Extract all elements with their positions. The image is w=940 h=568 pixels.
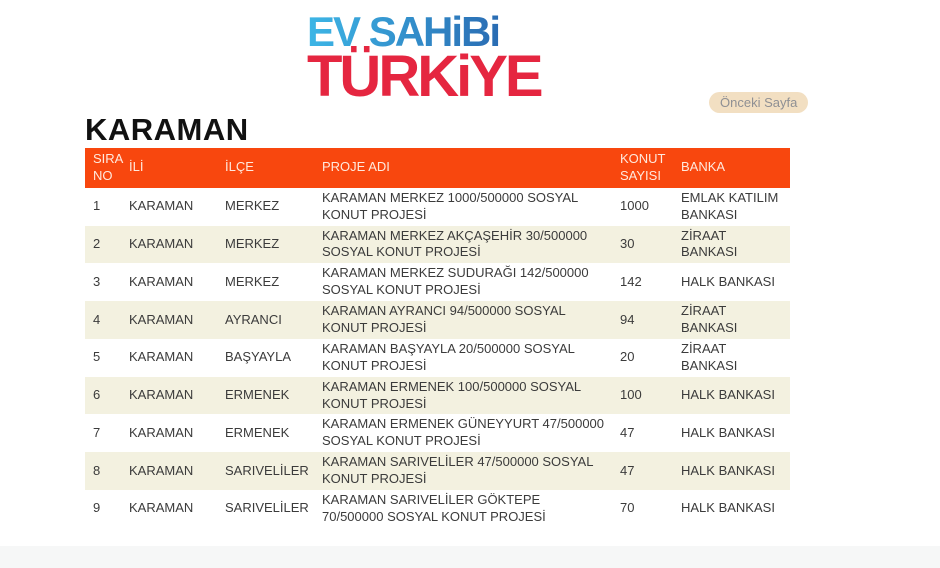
table-row: [85, 188, 790, 226]
table-row: [85, 377, 790, 415]
table-cell: 8: [93, 462, 101, 478]
table-cell: KARAMAN SARIVELİLER 47/500000 SOSYAL KONUT PROJESİ: [322, 454, 593, 487]
table-cell: KARAMAN: [129, 500, 194, 516]
table-cell: KARAMAN: [129, 462, 194, 478]
table-cell: KARAMAN: [129, 311, 194, 327]
table-cell: 5: [93, 349, 101, 365]
table-cell: KARAMAN MERKEZ SUDURAĞI 142/500000 SOSYAL KONUT PROJESİ: [322, 265, 589, 298]
table-cell: KARAMAN AYRANCI 94/500000 SOSYAL KONUT PROJESİ: [322, 303, 566, 336]
table-row: [85, 226, 790, 264]
table-cell: 100: [620, 387, 642, 403]
table-cell: 3: [93, 273, 101, 289]
table-row: [85, 301, 790, 339]
table-row: [85, 339, 790, 377]
previous-page-button[interactable]: Önceki Sayfa: [709, 92, 808, 113]
table-cell: KARAMAN: [129, 273, 194, 289]
table-cell: SARIVELİLER: [225, 500, 309, 516]
table-cell: KARAMAN: [129, 198, 194, 214]
table-cell: 4: [93, 311, 101, 327]
table-cell: KARAMAN: [129, 349, 194, 365]
table-header-cell: BANKA: [673, 148, 790, 188]
table-cell: ERMENEK: [225, 387, 290, 403]
table-cell: KARAMAN: [129, 424, 194, 440]
page-bottom-background: [0, 546, 940, 568]
table-cell: AYRANCI: [225, 311, 282, 327]
table-body: [85, 188, 790, 528]
table-head: [85, 148, 790, 188]
table-cell: EMLAK KATILIM BANKASI: [681, 189, 779, 222]
table-cell: KARAMAN: [129, 236, 194, 251]
table-cell: 20: [620, 349, 635, 365]
table-cell: KARAMAN MERKEZ 1000/500000 SOSYAL KONUT PROJESİ: [322, 189, 578, 222]
table-header-cell: KONUT SAYISI: [612, 148, 673, 188]
table-cell: KARAMAN SARIVELİLER GÖKTEPE 70/500000 SOSYAL KONUT PROJESİ: [322, 492, 546, 524]
table-cell: KARAMAN BAŞYAYLA 20/500000 SOSYAL KONUT PROJESİ: [322, 340, 575, 373]
table-cell: ZİRAAT BANKASI: [681, 340, 738, 373]
table-cell: 142: [620, 273, 642, 289]
table-cell: KARAMAN MERKEZ AKÇAŞEHİR 30/500000 SOSYAL KONUT PROJESİ: [322, 227, 588, 260]
housing-projects-table: [85, 148, 790, 528]
table-header-cell: PROJE ADI: [314, 148, 612, 188]
table-cell: 7: [93, 424, 101, 440]
table-cell: MERKEZ: [225, 236, 280, 251]
table-cell: 47: [620, 462, 635, 478]
table-row: [85, 490, 790, 528]
table-cell: HALK BANKASI: [681, 387, 775, 403]
table-cell: KARAMAN ERMENEK 100/500000 SOSYAL KONUT PROJESİ: [322, 378, 581, 411]
table-cell: 6: [93, 387, 101, 403]
table-cell: HALK BANKASI: [681, 424, 775, 440]
table-cell: 9: [93, 500, 101, 516]
table-cell: ZİRAAT BANKASI: [681, 227, 738, 260]
table-header-cell: İLİ: [121, 148, 217, 188]
table-cell: KARAMAN ERMENEK GÜNEYYURT 47/500000 SOSYAL KONUT PROJESİ: [322, 416, 605, 449]
table-cell: 2: [93, 236, 101, 251]
table-cell: HALK BANKASI: [681, 462, 775, 478]
table-cell: 1000: [620, 198, 649, 214]
table-header-cell: SIRA NO: [85, 148, 121, 188]
table-cell: SARIVELİLER: [225, 462, 309, 478]
table-cell: 1: [93, 198, 101, 214]
table-cell: 30: [620, 236, 635, 251]
table-cell: HALK BANKASI: [681, 273, 775, 289]
table-header-cell: İLÇE: [217, 148, 314, 188]
table-cell: ZİRAAT BANKASI: [681, 303, 738, 336]
table-cell: MERKEZ: [225, 198, 280, 214]
table-cell: HALK BANKASI: [681, 500, 775, 516]
table-row: [85, 263, 790, 301]
table-row: [85, 452, 790, 490]
table-cell: 94: [620, 311, 635, 327]
table-cell: ERMENEK: [225, 424, 290, 440]
table-cell: 70: [620, 500, 635, 516]
ev-sahibi-turkiye-logo: [307, 8, 541, 109]
logo-text-turkiye: TÜRKiYE: [307, 44, 541, 109]
table-row: [85, 414, 790, 452]
logo-text-ev-sahibi: EV SAHiBi: [307, 8, 500, 55]
page-title: KARAMAN: [85, 112, 249, 147]
table-cell: MERKEZ: [225, 273, 280, 289]
table-cell: KARAMAN: [129, 387, 194, 403]
table-cell: BAŞYAYLA: [225, 349, 291, 365]
table-cell: 47: [620, 424, 635, 440]
table-header-row: [85, 148, 790, 188]
